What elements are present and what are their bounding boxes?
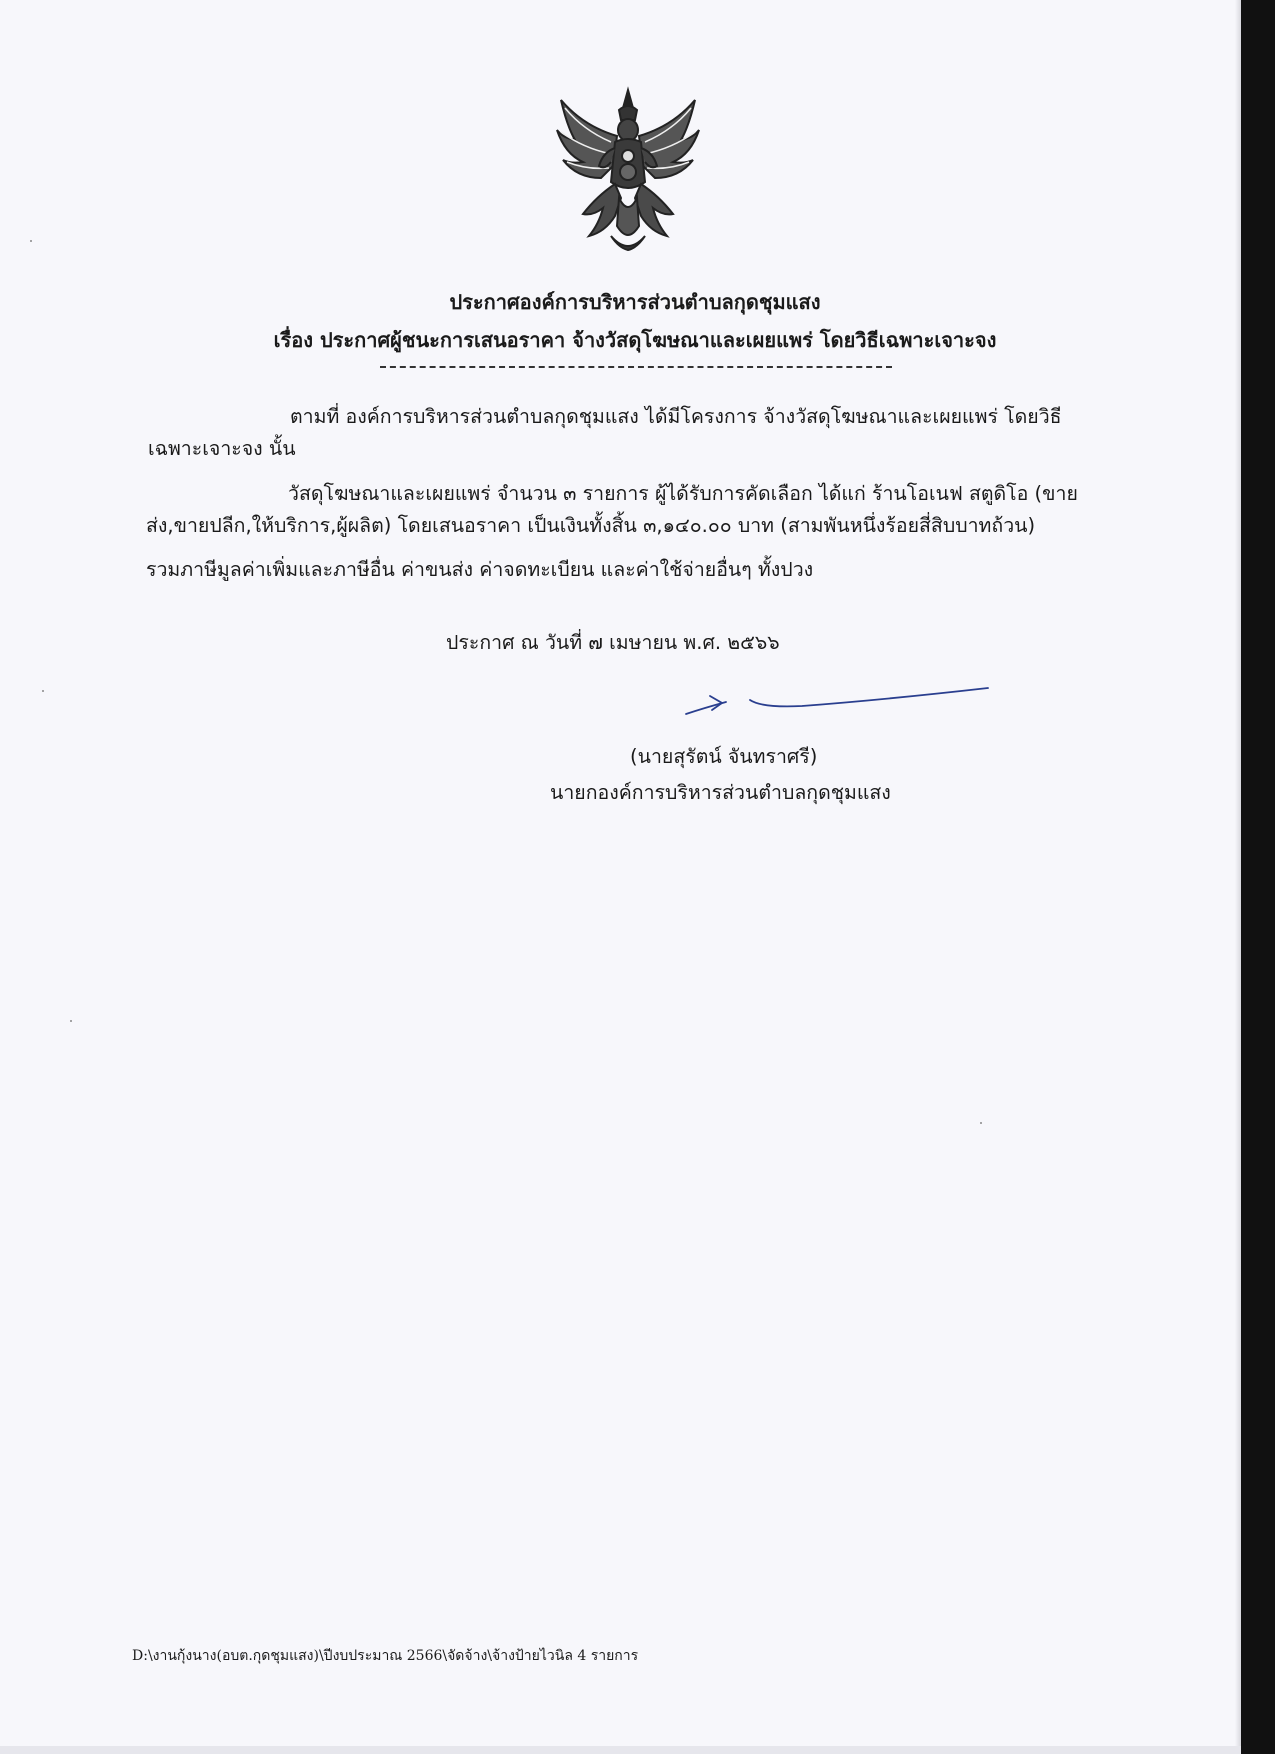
announcement-subject: เรื่อง ประกาศผู้ชนะการเสนอราคา จ้างวัสดุโฆษณาและเผยแพร่ โดยวิธีเฉพาะเจาะจง [273,328,997,352]
scan-bottom-edge [0,1746,1241,1754]
scan-edge [1241,0,1275,1754]
title-divider [380,366,892,368]
footer-file-path: D:\งานกุ้งนาง(อบต.กุดชุมแสง)\ปีงบประมาณ 2566\จัดจ้าง\จ้างป้ายไวนิล 4 รายการ [132,1648,639,1664]
signatory-name: (นายสุรัตน์ จันทราศรี) [630,745,818,768]
garuda-emblem-icon [553,86,703,256]
announcement-date: ประกาศ ณ วันที่ ๗ เมษายน พ.ศ. ๒๕๖๖ [446,631,780,654]
paragraph-1-line-2: เฉพาะเจาะจง นั้น [148,437,296,460]
announcement-title: ประกาศองค์การบริหารส่วนตำบลกุดชุมแสง [449,290,821,314]
handwritten-signature [682,676,992,726]
scan-speck [980,1122,982,1124]
scan-speck [70,1020,72,1022]
scan-speck [42,690,44,692]
signatory-position: นายกองค์การบริหารส่วนตำบลกุดชุมแสง [550,781,891,804]
paragraph-1-line-1: ตามที่ องค์การบริหารส่วนตำบลกุดชุมแสง ได้มีโครงการ จ้างวัสดุโฆษณาและเผยแพร่ โดยวิธี [290,405,1062,428]
paragraph-2-line-1: วัสดุโฆษณาและเผยแพร่ จำนวน ๓ รายการ ผู้ได้รับการคัดเลือก ได้แก่ ร้านโอเนฟ สตูดิโอ (ขาย [288,482,1078,505]
paragraph-2-line-3: รวมภาษีมูลค่าเพิ่มและภาษีอื่น ค่าขนส่ง ค่าจดทะเบียน และค่าใช้จ่ายอื่นๆ ทั้งปวง [146,558,814,581]
scan-speck [30,240,32,242]
paragraph-2-line-2: ส่ง,ขายปลีก,ให้บริการ,ผู้ผลิต) โดยเสนอราคา เป็นเงินทั้งสิ้น ๓,๑๔๐.๐๐ บาท (สามพันหนึ่งร้อยสี่สิบบาทถ้วน) [146,514,1036,537]
